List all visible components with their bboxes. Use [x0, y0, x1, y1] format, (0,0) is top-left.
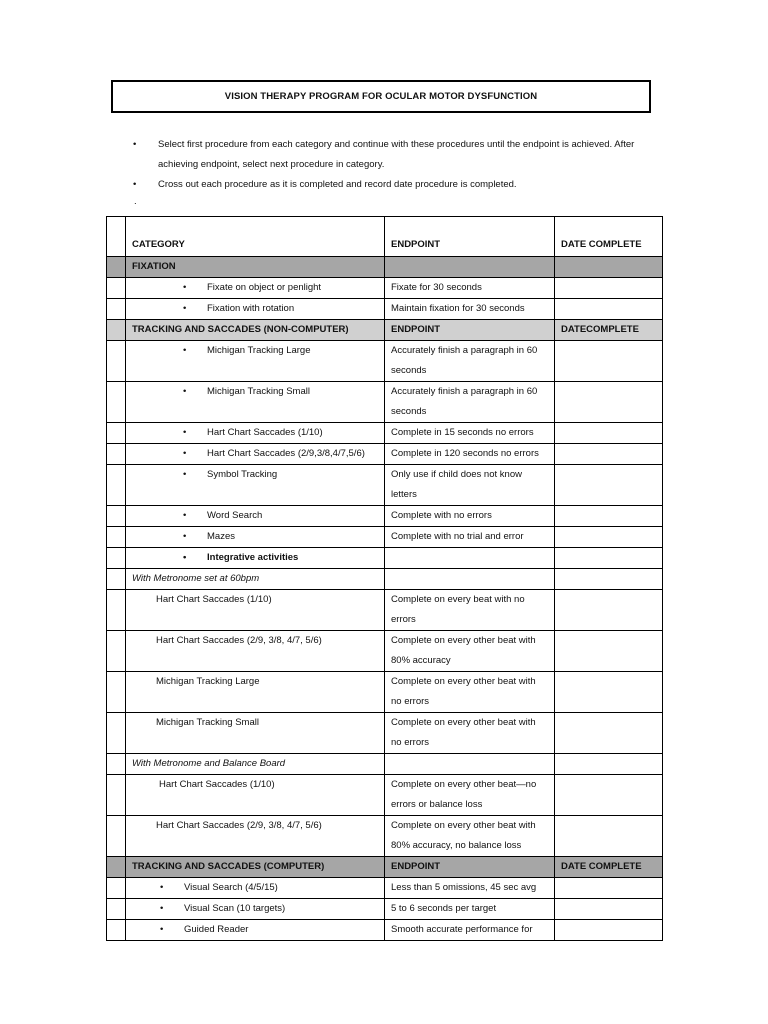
table-row	[107, 775, 663, 816]
procedure-name: Visual Search (4/5/15)	[184, 882, 278, 893]
date-complete-cell[interactable]	[555, 299, 663, 320]
endpoint-cell: Maintain fixation for 30 seconds	[385, 299, 555, 320]
endpoint-cell: Complete with no errors	[385, 506, 555, 527]
bullet-icon: •	[183, 427, 187, 438]
procedure-name: Hart Chart Saccades (2/9,3/8,4/7,5/6)	[207, 448, 365, 459]
table-row	[107, 444, 663, 465]
date-complete-cell[interactable]	[555, 816, 663, 857]
therapy-program-table	[106, 216, 663, 941]
section-date-label: DATE COMPLETE	[555, 857, 663, 878]
table-row	[107, 465, 663, 506]
table-row	[107, 278, 663, 299]
subsection-row-balance	[107, 754, 663, 775]
date-complete-cell[interactable]	[555, 506, 663, 527]
procedure-name: Michigan Tracking Small	[156, 717, 259, 728]
date-complete-cell[interactable]	[555, 341, 663, 382]
table-row	[107, 878, 663, 899]
date-complete-cell[interactable]	[555, 631, 663, 672]
table-row	[107, 590, 663, 631]
section-label: TRACKING AND SACCADES (NON-COMPUTER)	[126, 320, 385, 341]
bullet-icon: •	[133, 139, 137, 150]
bullet-icon: •	[133, 179, 137, 190]
procedure-name: Michigan Tracking Large	[156, 676, 260, 687]
table-row	[107, 631, 663, 672]
section-row-noncomputer	[107, 320, 663, 341]
endpoint-cell: Accurately finish a paragraph in 60 seconds	[385, 382, 555, 423]
procedure-name: Hart Chart Saccades (2/9, 3/8, 4/7, 5/6)	[156, 635, 322, 646]
section-endpoint-label: ENDPOINT	[385, 857, 555, 878]
procedure-name: Fixation with rotation	[207, 303, 295, 314]
procedure-name: Mazes	[207, 531, 235, 542]
subsection-label: With Metronome set at 60bpm	[126, 569, 385, 590]
bullet-icon: •	[183, 510, 187, 521]
procedure-name: Hart Chart Saccades (1/10)	[159, 779, 275, 790]
header-endpoint: ENDPOINT	[385, 217, 555, 257]
date-complete-cell[interactable]	[555, 548, 663, 569]
endpoint-cell: Smooth accurate performance for	[385, 920, 555, 941]
bullet-icon: •	[160, 924, 164, 935]
document-title: VISION THERAPY PROGRAM FOR OCULAR MOTOR DYSFUNCTION	[111, 80, 651, 113]
subsection-row-metronome	[107, 569, 663, 590]
section-date-label: DATECOMPLETE	[555, 320, 663, 341]
table-row	[107, 341, 663, 382]
bullet-icon: •	[183, 552, 187, 563]
procedure-name: Michigan Tracking Large	[207, 345, 311, 356]
bullet-icon: •	[183, 469, 187, 480]
procedure-name: Fixate on object or penlight	[207, 282, 322, 293]
endpoint-cell: Less than 5 omissions, 45 sec avg	[385, 878, 555, 899]
date-complete-cell[interactable]	[555, 527, 663, 548]
bullet-icon: •	[160, 903, 164, 914]
date-complete-cell[interactable]	[555, 465, 663, 506]
table-row	[107, 899, 663, 920]
endpoint-cell: 5 to 6 seconds per target	[385, 899, 555, 920]
endpoint-cell: Fixate for 30 seconds	[385, 278, 555, 299]
date-complete-cell[interactable]	[555, 775, 663, 816]
bullet-icon: •	[183, 448, 187, 459]
procedure-name: Word Search	[207, 510, 263, 521]
procedure-name: Integrative activities	[207, 552, 299, 563]
section-row-fixation	[107, 257, 663, 278]
date-complete-cell[interactable]	[555, 920, 663, 941]
endpoint-cell: Complete on every other beat—no errors or balance loss	[385, 775, 555, 816]
endpoint-cell: Complete on every other beat with no errors	[385, 672, 555, 713]
section-endpoint-label: ENDPOINT	[385, 320, 555, 341]
section-row-computer	[107, 857, 663, 878]
endpoint-cell: Complete in 15 seconds no errors	[385, 423, 555, 444]
date-complete-cell[interactable]	[555, 423, 663, 444]
date-complete-cell[interactable]	[555, 444, 663, 465]
table-row	[107, 672, 663, 713]
endpoint-cell: Complete on every other beat with 80% accuracy, no balance loss	[385, 816, 555, 857]
endpoint-cell: Only use if child does not know letters	[385, 465, 555, 506]
procedure-name: Hart Chart Saccades (1/10)	[156, 594, 272, 605]
procedure-name: Michigan Tracking Small	[207, 386, 310, 397]
bullet-icon: •	[183, 531, 187, 542]
bullet-icon: •	[183, 303, 187, 314]
procedure-name: Symbol Tracking	[207, 469, 278, 480]
section-label: FIXATION	[126, 257, 385, 278]
endpoint-cell: Complete on every beat with no errors	[385, 590, 555, 631]
date-complete-cell[interactable]	[555, 382, 663, 423]
header-category: CATEGORY	[126, 217, 385, 257]
date-complete-cell[interactable]	[555, 278, 663, 299]
instructions-list	[131, 135, 651, 195]
table-row	[107, 713, 663, 754]
bullet-icon: •	[183, 386, 187, 397]
table-row	[107, 423, 663, 444]
table-row	[107, 816, 663, 857]
date-complete-cell[interactable]	[555, 590, 663, 631]
table-row	[107, 920, 663, 941]
table-row	[107, 299, 663, 320]
procedure-name: Guided Reader	[184, 924, 249, 935]
instruction-text: Select first procedure from each category and continue with these procedures until the endpoint is achieved. After achieving endpoint, select next procedure in category.	[158, 139, 635, 170]
date-complete-cell[interactable]	[555, 672, 663, 713]
stray-mark: .	[134, 196, 137, 207]
table-row	[107, 527, 663, 548]
endpoint-cell: Complete on every other beat with 80% accuracy	[385, 631, 555, 672]
endpoint-cell	[385, 548, 555, 569]
header-date-complete: DATE COMPLETE	[555, 217, 663, 257]
procedure-name: Hart Chart Saccades (1/10)	[207, 427, 323, 438]
endpoint-cell: Complete on every other beat with no errors	[385, 713, 555, 754]
bullet-icon: •	[160, 882, 164, 893]
subsection-label: With Metronome and Balance Board	[126, 754, 385, 775]
table-row	[107, 506, 663, 527]
endpoint-cell: Accurately finish a paragraph in 60 seconds	[385, 341, 555, 382]
table-header-row	[107, 217, 663, 257]
table-row	[107, 382, 663, 423]
date-complete-cell[interactable]	[555, 878, 663, 899]
instruction-item	[131, 175, 651, 195]
section-label: TRACKING AND SACCADES (COMPUTER)	[126, 857, 385, 878]
bullet-icon: •	[183, 282, 187, 293]
endpoint-cell: Complete with no trial and error	[385, 527, 555, 548]
procedure-name: Hart Chart Saccades (2/9, 3/8, 4/7, 5/6)	[156, 820, 322, 831]
procedure-name: Visual Scan (10 targets)	[184, 903, 286, 914]
table-row	[107, 548, 663, 569]
bullet-icon: •	[183, 345, 187, 356]
date-complete-cell[interactable]	[555, 713, 663, 754]
instruction-item	[131, 135, 651, 175]
date-complete-cell[interactable]	[555, 899, 663, 920]
instruction-text: Cross out each procedure as it is completed and record date procedure is completed.	[158, 179, 517, 190]
endpoint-cell: Complete in 120 seconds no errors	[385, 444, 555, 465]
